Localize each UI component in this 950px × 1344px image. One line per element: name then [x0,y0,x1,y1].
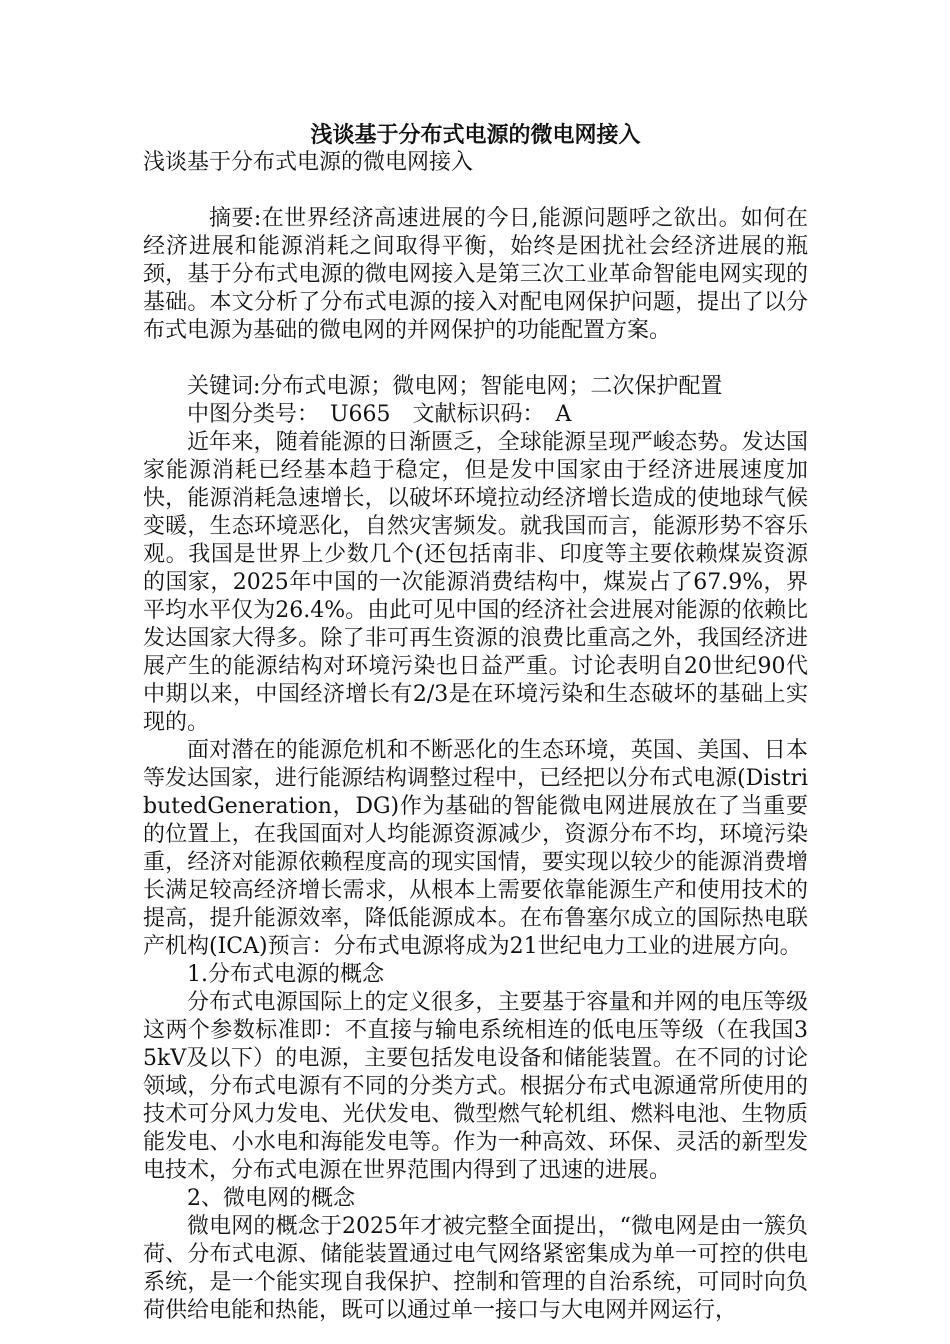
paragraph-spacer [143,345,808,373]
body-paragraph-1: 近年来，随着能源的日渐匮乏，全球能源呈现严峻态势。发达国家能源消耗已经基本趋于稳定，但是发中国家由于经济进展速度加快，能源消耗急速增长，以破坏环境拉动经济增长造成的使地球气候变暖，生态环境恶化，自然灾害频发。就我国而言，能源形势不容乐观。我国是世界上少数几个(还包括南非、印度等主要依赖煤炭资源的国家，2025年中国的一次能源消费结构中，煤炭占了67.9%，界平均水平仅为26.4%。由此可见中国的经济社会进展对能源的依赖比发达国家大得多。除了非可再生资源的浪费比重高之外，我国经济进展产生的能源结构对环境污染也日益严重。讨论表明自20世纪90代中期以来，中国经济增长有2/3是在环境污染和生态破坏的基础上实现的。 [143,430,808,735]
body-paragraph-2: 面对潜在的能源危机和不断恶化的生态环境，英国、美国、日本等发达国家，进行能源结构调整过程中，已经把以分布式电源(DistributedGeneration，DG)作为基础的智能微电网进展放在了当重要的位置上，在我国面对人均能源资源减少，资源分布不均，环境污染重，经济对能源依赖程度高的现实国情，要实现以较少的能源消费增长满足较高经济增长需求，从根本上需要依靠能源生产和使用技术的提高，提升能源效率，降低能源成本。在布鲁塞尔成立的国际热电联产机构(ICA)预言：分布式电源将成为21世纪电力工业的进展方向。 [143,738,808,959]
section-2-paragraph: 微电网的概念于2025年才被完整全面提出，“微电网是由一簇负荷、分布式电源、储能装置通过电气网络紧密集成为单一可控的供电系统，是一个能实现自我保护、控制和管理的自治系统，可同时向负荷供给电能和热能，既可以通过单一接口与大电网并网运行， [143,1214,808,1323]
abstract-paragraph: 摘要:在世界经济高速进展的今日,能源问题呼之欲出。如何在经济进展和能源消耗之间取得平衡，始终是困扰社会经济进展的瓶颈，基于分布式电源的微电网接入是第三次工业革命智能电网实现的基础。本文分析了分布式电源的接入对配电网保护问题，提出了以分布式电源为基础的微电网的并网保护的功能配置方案。 [143,206,808,343]
document-body [143,121,808,1325]
document-title: 浅谈基于分布式电源的微电网接入 [310,122,641,148]
section-heading-2: 2、微电网的概念 [187,1186,355,1211]
section-heading-1: 1.分布式电源的概念 [187,962,384,987]
keywords-line: 关键词:分布式电源；微电网；智能电网；二次保护配置 [187,374,723,399]
section-1-paragraph: 分布式电源国际上的定义很多，主要基于容量和并网的电压等级这两个参数标准即：不直接与输电系统相连的低电压等级（在我国35kV及以下）的电源，主要包括发电设备和储能装置。在不同的讨论领域，分布式电源有不同的分类方式。根据分布式电源通常所使用的技术可分风力发电、光伏发电、微型燃气轮机组、燃料电池、生物质能发电、小水电和海能发电等。作为一种高效、环保、灵活的新型发电技术，分布式电源在世界范围内得到了迅速的进展。 [143,990,808,1183]
classification-line: 中图分类号： U665 文献标识码： A [187,402,572,427]
document-subtitle: 浅谈基于分布式电源的微电网接入 [143,150,474,175]
